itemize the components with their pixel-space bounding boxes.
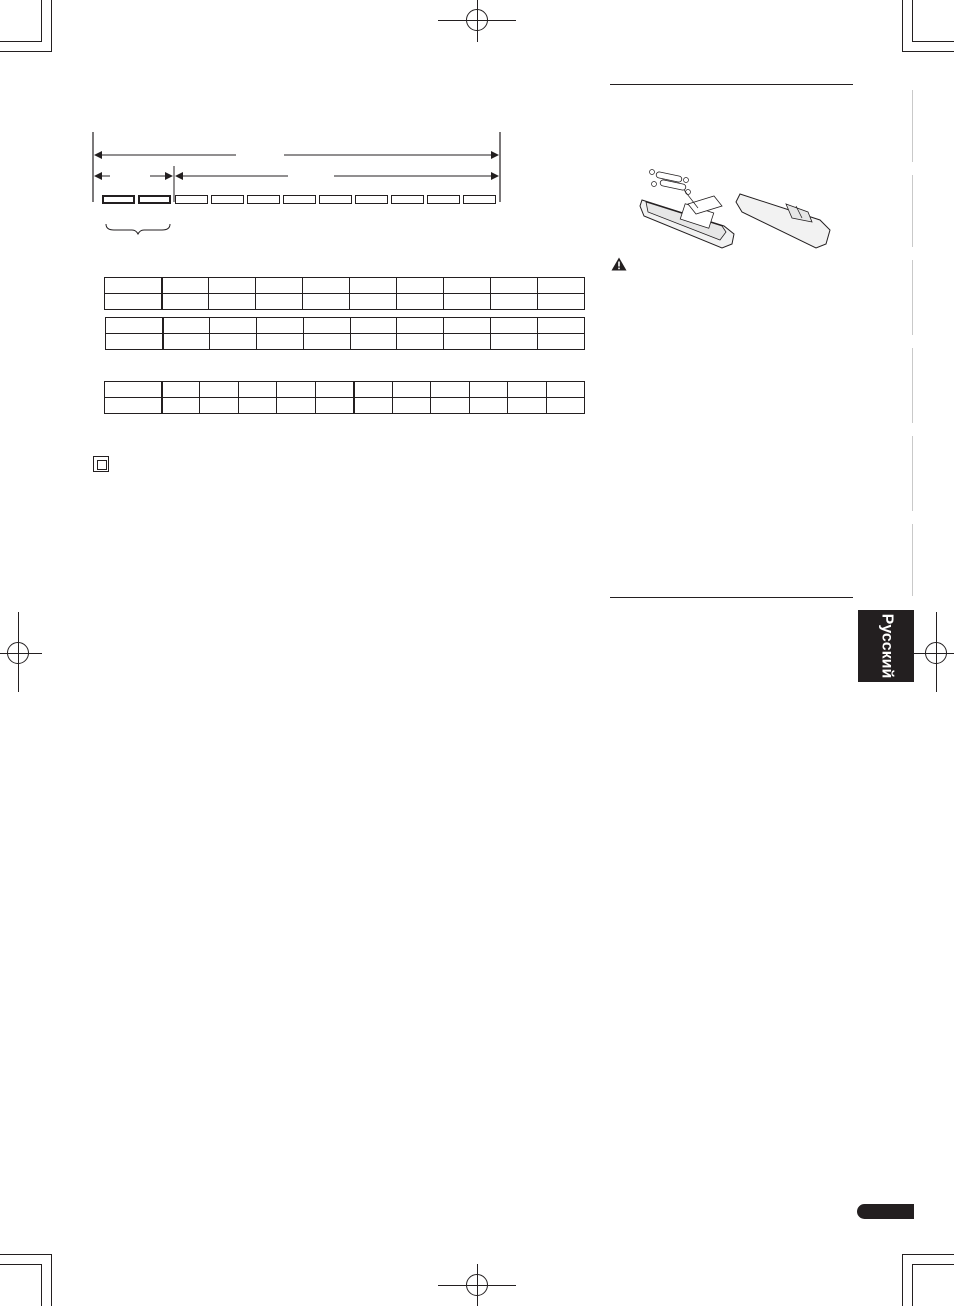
- table-row: [105, 278, 585, 294]
- table-row: [105, 382, 585, 398]
- serial-number-diagram: [88, 130, 508, 240]
- table-row: [106, 334, 585, 350]
- language-tab: [858, 610, 914, 682]
- table-row: [106, 318, 585, 334]
- page-number-badge: [857, 1204, 914, 1219]
- table-row: [105, 294, 585, 310]
- double-square-icon: [93, 456, 109, 472]
- language-tab-label: Русский: [878, 613, 895, 679]
- table-c: [104, 381, 585, 414]
- table-a: [104, 277, 585, 310]
- section-rule-top: [610, 84, 853, 85]
- table-row: [105, 398, 585, 414]
- table-b: [105, 317, 585, 350]
- warning-triangle-icon: [611, 257, 627, 271]
- section-rule-bottom: [610, 597, 853, 598]
- remote-battery-illustration: [636, 160, 836, 252]
